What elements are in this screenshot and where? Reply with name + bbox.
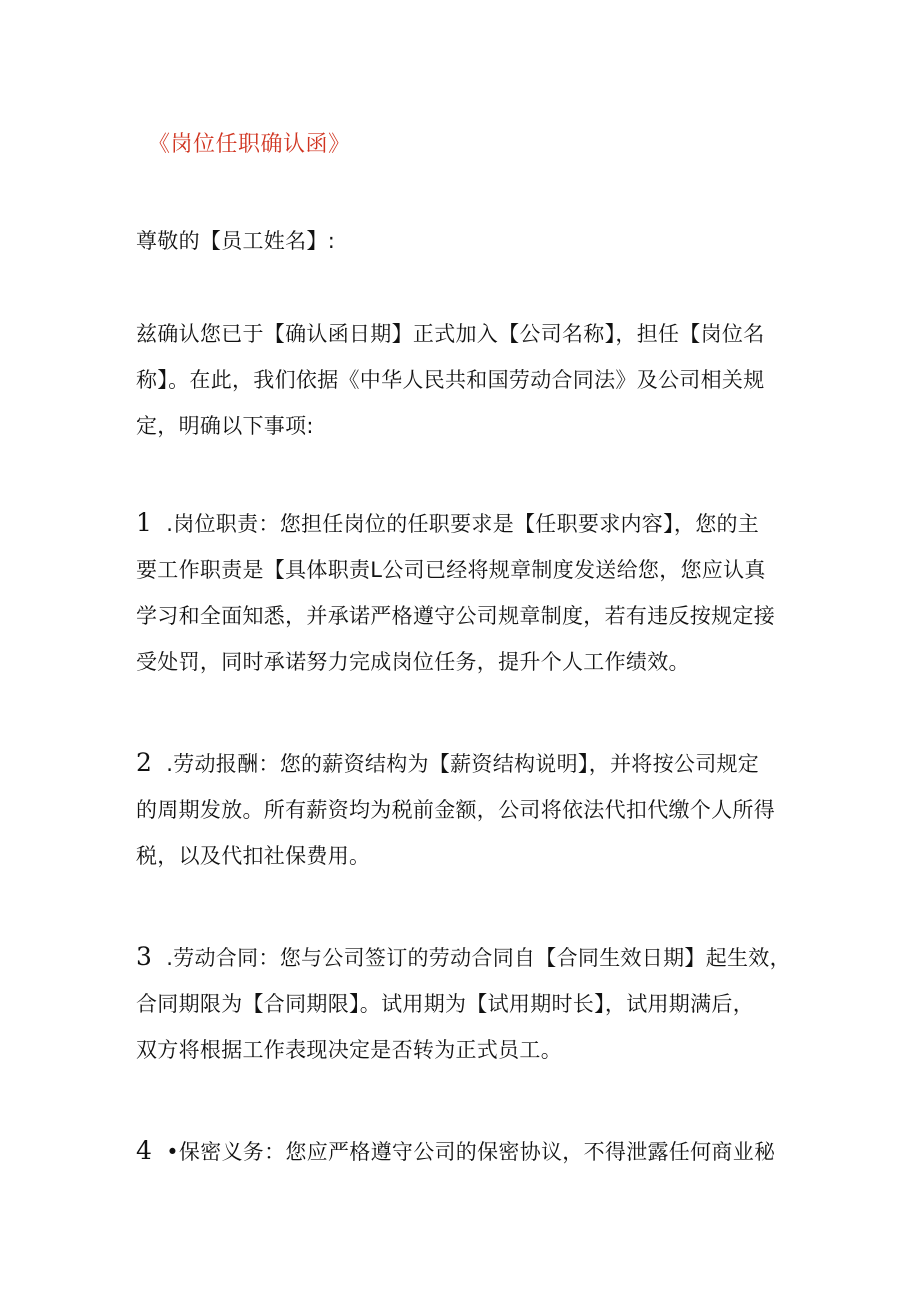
item-text: .劳动合同：您与公司签订的劳动合同自【合同生效日期】起生效， xyxy=(166,946,791,970)
item-line xyxy=(136,1128,792,1175)
item-number: 4 xyxy=(136,1136,153,1165)
intro-line: 兹确认您已于【确认函日期】正式加入【公司名称】，担任【岗位名 xyxy=(136,322,765,346)
item-number: 2 xyxy=(136,748,153,777)
item-line: 要工作职责是【具体职责L公司已经将规章制度发送给您，您应认真 xyxy=(136,558,766,582)
item-line: 的周期发放。所有薪资均为税前金额，公司将依法代扣代缴个人所得 xyxy=(136,798,775,822)
item-line: 受处罚，同时承诺努力完成岗位任务，提升个人工作绩效。 xyxy=(136,650,690,674)
item-labor-contract xyxy=(136,934,792,1073)
item-number: 1 xyxy=(136,508,153,537)
item-number: 3 xyxy=(136,942,153,971)
document-title: 《岗位任职确认函》 xyxy=(148,132,351,157)
intro-line: 称】。在此，我们依据《中华人民共和国劳动合同法》及公司相关规 xyxy=(136,368,765,392)
greeting xyxy=(136,218,792,264)
greeting-line: 尊敬的【员工姓名】: xyxy=(136,229,336,253)
item-line: 双方将根据工作表现决定是否转为正式员工。 xyxy=(136,1038,562,1062)
item-text: .岗位职责：您担任岗位的任职要求是【任职要求内容】，您的主 xyxy=(166,512,760,536)
item-line xyxy=(136,934,792,981)
intro-paragraph xyxy=(136,311,792,449)
item-confidentiality xyxy=(136,1128,792,1175)
item-text: .劳动报酬：您的薪资结构为【薪资结构说明】，并将按公司规定 xyxy=(166,752,760,776)
item-compensation xyxy=(136,740,792,879)
item-text: •保密义务：您应严格遵守公司的保密协议，不得泄露任何商业秘 xyxy=(166,1140,776,1164)
intro-line: 定，明确以下事项: xyxy=(136,414,314,438)
item-line: 学习和全面知悉，并承诺严格遵守公司规章制度，若有违反按规定接 xyxy=(136,604,775,628)
item-line xyxy=(136,740,792,787)
item-line xyxy=(136,500,792,547)
item-line: 合同期限为【合同期限】。试用期为【试用期时长】，试用期满后， xyxy=(136,992,754,1016)
item-job-duties xyxy=(136,500,792,685)
item-line: 税，以及代扣社保费用。 xyxy=(136,844,371,868)
